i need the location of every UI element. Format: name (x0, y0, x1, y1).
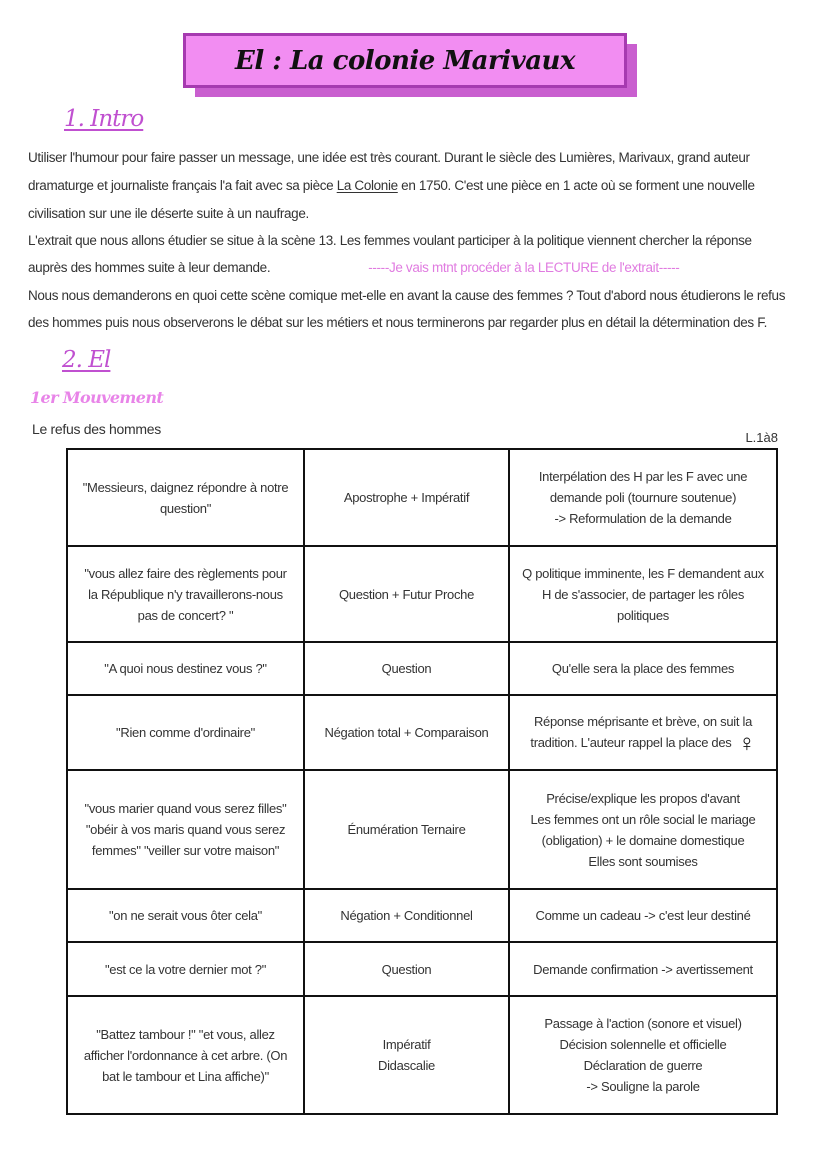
technique-cell: Question + Futur Proche (304, 546, 509, 642)
intro-line: des hommes puis nous observerons le débat sur les métiers et nous terminerons par regarder plus en détail la détermination des F. (28, 315, 768, 330)
intro-line: Utiliser l'humour pour faire passer un message, une idée est très courant. Durant le siècle des Lumières, Marivaux, grand auteur (28, 150, 750, 165)
quote-cell: "vous allez faire des règlements pour la République n'y travaillerons-nous pas de concert? " (67, 546, 304, 642)
table-row (67, 449, 777, 546)
intro-line: Nous nous demanderons en quoi cette scène comique met-elle en avant la cause des femmes ? Tout d'abord nous étudierons le refus (28, 288, 786, 303)
analysis-table (66, 448, 778, 1115)
analysis-cell: Q politique imminente, les F demandent aux H de s'associer, de partager les rôles politiques (509, 546, 777, 642)
table-row (67, 889, 777, 942)
table-row (67, 695, 777, 770)
analysis-cell: Interpélation des H par les F avec une demande poli (tournure soutenue) -> Reformulation de la demande (509, 449, 777, 546)
technique-cell: Question (304, 942, 509, 996)
technique-cell: Négation total + Comparaison (304, 695, 509, 770)
intro-line: civilisation sur une ile déserte suite à un naufrage. (28, 206, 309, 221)
technique-cell: Apostrophe + Impératif (304, 449, 509, 546)
table-row (67, 996, 777, 1114)
technique-cell: Impératif Didascalie (304, 996, 509, 1114)
movement-heading: 1er Mouvement (30, 388, 164, 407)
quote-cell: "Rien comme d'ordinaire" (67, 695, 304, 770)
quote-cell: "Messieurs, daignez répondre à notre question" (67, 449, 304, 546)
table-row (67, 642, 777, 695)
table-row (67, 942, 777, 996)
page-title: El : La colonie Marivaux (235, 45, 575, 76)
table-row (67, 546, 777, 642)
technique-cell: Négation + Conditionnel (304, 889, 509, 942)
line-reference: L.1à8 (745, 430, 778, 445)
heading-intro: 1. Intro (64, 106, 144, 132)
intro-line: L'extrait que nous allons étudier se situe à la scène 13. Les femmes voulant participer à la politique viennent chercher la réponse (28, 233, 752, 248)
intro-line: dramaturge et journaliste français l'a fait avec sa pièce La Colonie en 1750. C'est une pièce en 1 acte où se forment une nouvelle (28, 178, 755, 193)
analysis-cell: Demande confirmation -> avertissement (509, 942, 777, 996)
table-row (67, 770, 777, 889)
analysis-cell: Passage à l'action (sonore et visuel) Décision solennelle et officielle Déclaration de guerre -> Souligne la parole (509, 996, 777, 1114)
quote-cell: "est ce la votre dernier mot ?" (67, 942, 304, 996)
female-symbol-icon: ♀ (731, 730, 756, 757)
quote-cell: "on ne serait vous ôter cela" (67, 889, 304, 942)
play-title: La Colonie (336, 178, 398, 193)
analysis-cell: Réponse méprisante et brève, on suit la tradition. L'auteur rappel la place des ♀ (509, 695, 777, 770)
quote-cell: "vous marier quand vous serez filles" "obéir à vos maris quand vous serez femmes" "veiller sur votre maison" (67, 770, 304, 889)
analysis-cell: Comme un cadeau -> c'est leur destiné (509, 889, 777, 942)
analysis-cell: Qu'elle sera la place des femmes (509, 642, 777, 695)
technique-cell: Énumération Ternaire (304, 770, 509, 889)
heading-el: 2. El (62, 347, 111, 373)
analysis-cell: Précise/explique les propos d'avant Les femmes ont un rôle social le mariage (obligation) + le domaine domestique Elles sont soumises (509, 770, 777, 889)
title-banner (183, 33, 627, 88)
intro-line: auprès des hommes suite à leur demande. -----Je vais mtnt procéder à la LECTURE de l'extrait----- (28, 260, 680, 275)
quote-cell: "Battez tambour !" "et vous, allez afficher l'ordonnance à cet arbre. (On bat le tambour et Lina affiche)" (67, 996, 304, 1114)
movement-subtitle: Le refus des hommes (32, 421, 161, 437)
quote-cell: "A quoi nous destinez vous ?" (67, 642, 304, 695)
technique-cell: Question (304, 642, 509, 695)
reading-note: -----Je vais mtnt procéder à la LECTURE de l'extrait----- (368, 260, 680, 275)
